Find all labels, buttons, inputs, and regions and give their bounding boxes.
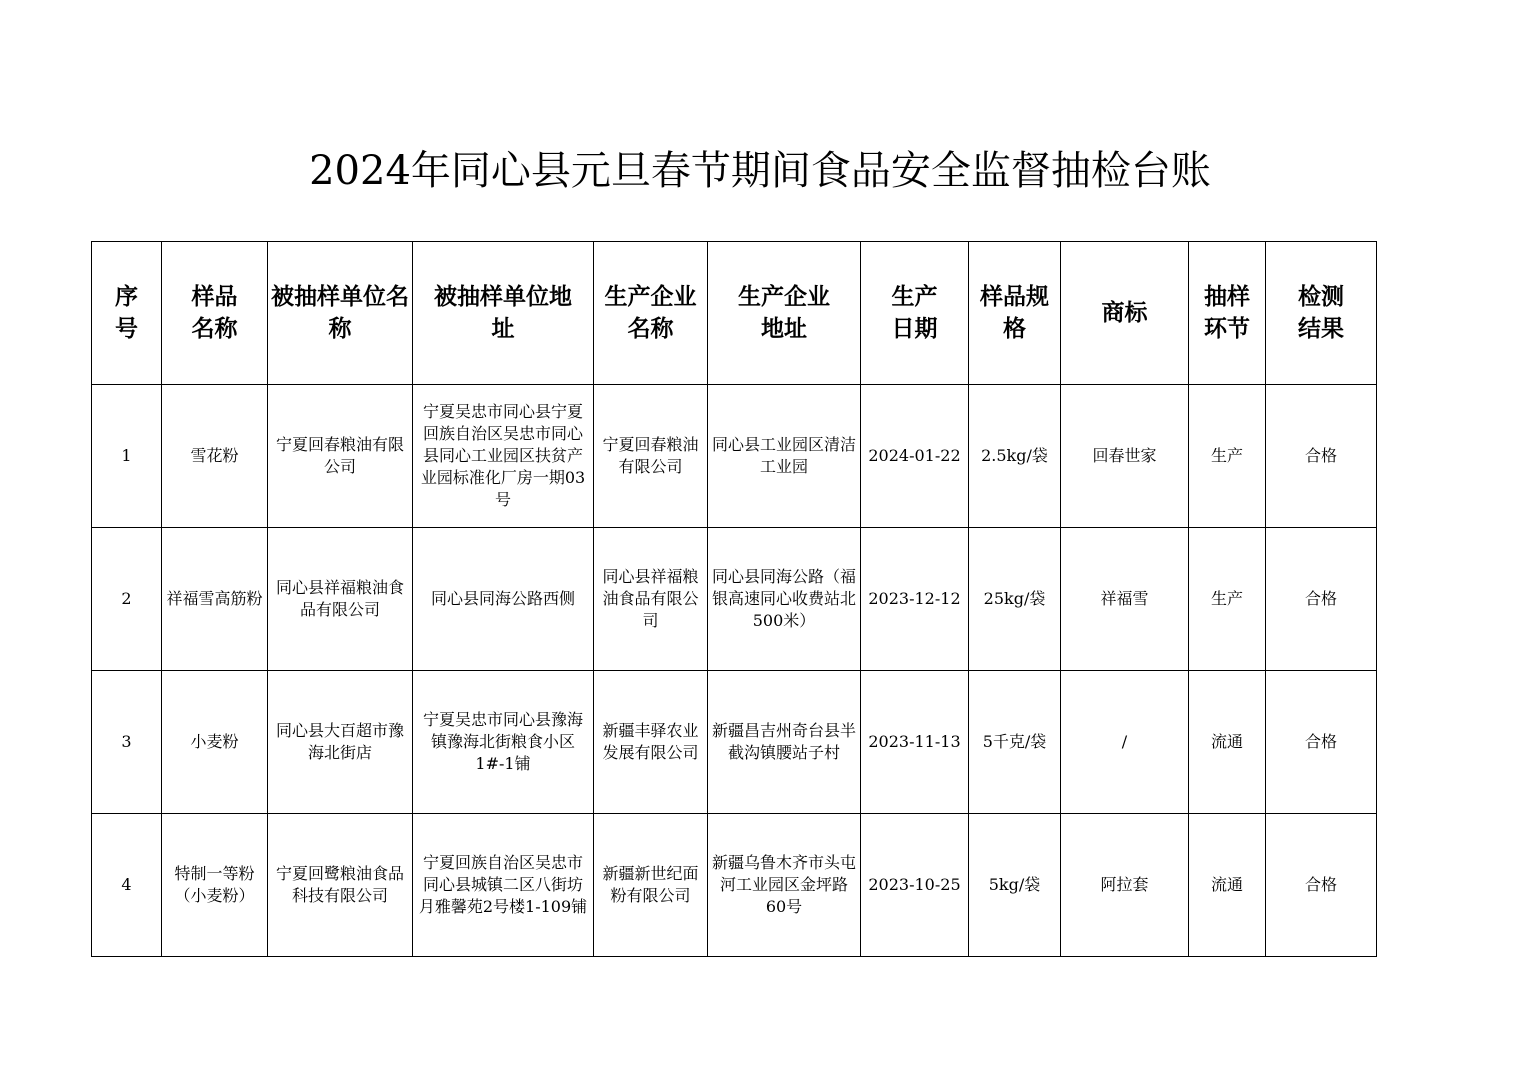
header-test-result: 检测结果 — [1266, 242, 1377, 385]
cell-sample-spec: 5kg/袋 — [969, 814, 1061, 957]
header-sample-spec: 样品规格 — [969, 242, 1061, 385]
cell-brand: / — [1061, 671, 1189, 814]
cell-production-date: 2023-11-13 — [861, 671, 969, 814]
document-title: 2024年同心县元旦春节期间食品安全监督抽检台账 — [309, 148, 1211, 194]
cell-serial-number: 2 — [92, 528, 162, 671]
cell-sampled-unit-name: 宁夏回春粮油有限公司 — [268, 385, 413, 528]
cell-sampled-unit-name: 宁夏回鹭粮油食品科技有限公司 — [268, 814, 413, 957]
cell-sampling-stage: 生产 — [1189, 528, 1266, 671]
header-producer-name: 生产企业名称 — [594, 242, 708, 385]
header-sampled-unit-address: 被抽样单位地址 — [413, 242, 594, 385]
cell-producer-address: 同心县工业园区清洁工业园 — [708, 385, 861, 528]
cell-brand: 回春世家 — [1061, 385, 1189, 528]
cell-sampling-stage: 流通 — [1189, 671, 1266, 814]
cell-sampled-unit-address: 宁夏吴忠市同心县豫海镇豫海北街粮食小区1#-1铺 — [413, 671, 594, 814]
table-header-row — [92, 242, 1377, 385]
cell-producer-name: 同心县祥福粮油食品有限公司 — [594, 528, 708, 671]
cell-brand: 祥福雪 — [1061, 528, 1189, 671]
cell-production-date: 2023-12-12 — [861, 528, 969, 671]
cell-serial-number: 4 — [92, 814, 162, 957]
cell-sample-spec: 2.5kg/袋 — [969, 385, 1061, 528]
cell-sampled-unit-name: 同心县祥福粮油食品有限公司 — [268, 528, 413, 671]
cell-test-result: 合格 — [1266, 528, 1377, 671]
cell-sample-spec: 5千克/袋 — [969, 671, 1061, 814]
inspection-ledger-table — [91, 241, 1377, 957]
cell-sample-spec: 25kg/袋 — [969, 528, 1061, 671]
cell-producer-address: 新疆昌吉州奇台县半截沟镇腰站子村 — [708, 671, 861, 814]
cell-sampled-unit-address: 宁夏回族自治区吴忠市同心县城镇二区八街坊月雅馨苑2号楼1-109铺 — [413, 814, 594, 957]
table-row — [92, 814, 1377, 957]
cell-serial-number: 3 — [92, 671, 162, 814]
cell-sample-name: 祥福雪高筋粉 — [162, 528, 268, 671]
cell-test-result: 合格 — [1266, 814, 1377, 957]
cell-sampled-unit-name: 同心县大百超市豫海北街店 — [268, 671, 413, 814]
cell-production-date: 2024-01-22 — [861, 385, 969, 528]
header-sampled-unit-name: 被抽样单位名称 — [268, 242, 413, 385]
header-sample-name: 样品名称 — [162, 242, 268, 385]
cell-sampled-unit-address: 宁夏吴忠市同心县宁夏回族自治区吴忠市同心县同心工业园区扶贫产业园标准化厂房一期03号 — [413, 385, 594, 528]
cell-producer-address: 同心县同海公路（福银高速同心收费站北500米） — [708, 528, 861, 671]
cell-sample-name: 特制一等粉（小麦粉） — [162, 814, 268, 957]
cell-producer-address: 新疆乌鲁木齐市头屯河工业园区金坪路60号 — [708, 814, 861, 957]
cell-brand: 阿拉套 — [1061, 814, 1189, 957]
cell-producer-name: 新疆丰驿农业发展有限公司 — [594, 671, 708, 814]
header-production-date: 生产日期 — [861, 242, 969, 385]
cell-test-result: 合格 — [1266, 385, 1377, 528]
header-producer-address: 生产企业地址 — [708, 242, 861, 385]
cell-serial-number: 1 — [92, 385, 162, 528]
cell-test-result: 合格 — [1266, 671, 1377, 814]
cell-sampled-unit-address: 同心县同海公路西侧 — [413, 528, 594, 671]
table-row — [92, 528, 1377, 671]
header-brand: 商标 — [1061, 242, 1189, 385]
table-row — [92, 385, 1377, 528]
table-row — [92, 671, 1377, 814]
cell-production-date: 2023-10-25 — [861, 814, 969, 957]
cell-sampling-stage: 生产 — [1189, 385, 1266, 528]
cell-producer-name: 新疆新世纪面粉有限公司 — [594, 814, 708, 957]
cell-sample-name: 雪花粉 — [162, 385, 268, 528]
cell-producer-name: 宁夏回春粮油有限公司 — [594, 385, 708, 528]
header-serial-number: 序号 — [92, 242, 162, 385]
cell-sampling-stage: 流通 — [1189, 814, 1266, 957]
cell-sample-name: 小麦粉 — [162, 671, 268, 814]
header-sampling-stage: 抽样环节 — [1189, 242, 1266, 385]
